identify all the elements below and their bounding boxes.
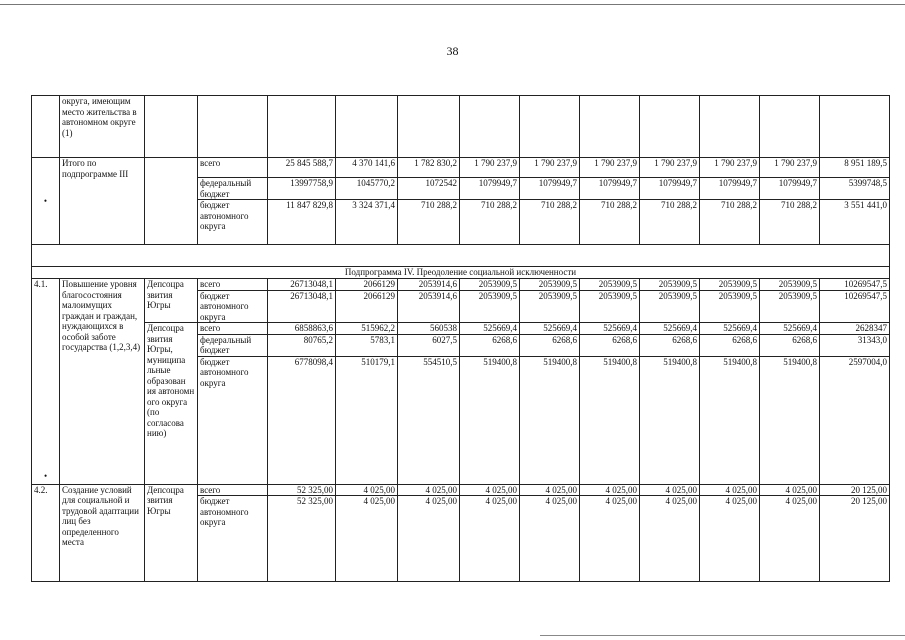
value-cell: 4 025,00: [640, 484, 700, 496]
value-cell: 1 790 237,9: [700, 158, 760, 178]
value-cell: 26713048,1: [268, 290, 336, 323]
value-cell: 710 288,2: [520, 200, 580, 245]
executor-cell: Депсоцра звития Югры: [145, 484, 198, 582]
value-cell: 1 790 237,9: [580, 158, 640, 178]
row-mark: •: [44, 471, 48, 481]
value-cell: 4 025,00: [460, 484, 520, 496]
source-cell: [198, 96, 268, 158]
value-cell: [268, 96, 336, 158]
value-cell: 5783,1: [336, 334, 398, 356]
value-cell: 1 790 237,9: [640, 158, 700, 178]
value-cell: 2066129: [336, 290, 398, 323]
value-cell: 1079949,7: [640, 178, 700, 200]
value-cell: 1 782 830,2: [398, 158, 460, 178]
value-cell: 519400,8: [640, 356, 700, 484]
value-cell: 560538: [398, 323, 460, 335]
value-cell: 4 025,00: [520, 484, 580, 496]
value-cell: [640, 96, 700, 158]
value-cell: 4 025,00: [520, 496, 580, 582]
value-cell: 710 288,2: [700, 200, 760, 245]
item-number: 4.1. •: [32, 279, 60, 485]
measure-name-cell: Повышение уровня благосостояния малоимущих граждан и граждан, нуждающихся в особой заботе государства (1,2,3,4): [60, 279, 145, 485]
value-cell: 1079949,7: [520, 178, 580, 200]
value-cell: 2053914,6: [398, 279, 460, 291]
value-cell: 519400,8: [760, 356, 820, 484]
value-cell: [700, 96, 760, 158]
value-cell: [520, 96, 580, 158]
source-cell: бюджет автономного округа: [198, 200, 268, 245]
value-cell: 525669,4: [580, 323, 640, 335]
value-cell: 26713048,1: [268, 279, 336, 291]
number-cell: [32, 158, 60, 245]
source-cell: бюджет автономного округа: [198, 290, 268, 323]
value-cell: 2053909,5: [700, 290, 760, 323]
source-cell: всего: [198, 323, 268, 335]
value-cell: 519400,8: [580, 356, 640, 484]
value-cell: [336, 96, 398, 158]
value-cell: 20 125,00: [820, 496, 890, 582]
table-row: [32, 267, 890, 279]
value-cell: 4 025,00: [398, 496, 460, 582]
value-cell: 1072542: [398, 178, 460, 200]
executor-cell: Депсоцра звития Югры, муниципа льные образован ия автономн ого округа (по согласова нию): [145, 323, 198, 485]
value-cell: 1079949,7: [460, 178, 520, 200]
value-cell: 4 370 141,6: [336, 158, 398, 178]
value-cell: [398, 96, 460, 158]
value-cell: 31343,0: [820, 334, 890, 356]
value-cell: 3 324 371,4: [336, 200, 398, 245]
table-row: [32, 484, 890, 496]
value-cell: 6268,6: [520, 334, 580, 356]
value-cell: 525669,4: [460, 323, 520, 335]
value-cell: 2066129: [336, 279, 398, 291]
value-cell: 4 025,00: [700, 496, 760, 582]
program-funding-table: [31, 95, 890, 582]
value-cell: 2053909,5: [700, 279, 760, 291]
value-cell: 2053914,6: [398, 290, 460, 323]
value-cell: 1 790 237,9: [760, 158, 820, 178]
item-number: 4.2.: [32, 484, 60, 582]
value-cell: 10269547,5: [820, 290, 890, 323]
value-cell: 6778098,4: [268, 356, 336, 484]
value-cell: 2053909,5: [760, 290, 820, 323]
value-cell: 710 288,2: [640, 200, 700, 245]
value-cell: 554510,5: [398, 356, 460, 484]
top-border-line: [0, 4, 905, 5]
value-cell: 10269547,5: [820, 279, 890, 291]
bottom-border-line: [540, 635, 905, 636]
value-cell: 8 951 189,5: [820, 158, 890, 178]
value-cell: 6268,6: [700, 334, 760, 356]
value-cell: 2053909,5: [460, 290, 520, 323]
page-number: 38: [446, 44, 459, 58]
value-cell: 6268,6: [580, 334, 640, 356]
value-cell: 2053909,5: [520, 279, 580, 291]
executor-cell: [145, 96, 198, 158]
value-cell: 1079949,7: [700, 178, 760, 200]
source-cell: бюджет автономного округа: [198, 496, 268, 582]
value-cell: 710 288,2: [580, 200, 640, 245]
value-cell: 1045770,2: [336, 178, 398, 200]
value-cell: 525669,4: [520, 323, 580, 335]
executor-cell: [145, 158, 198, 245]
value-cell: 25 845 588,7: [268, 158, 336, 178]
value-cell: 4 025,00: [460, 496, 520, 582]
spacer-cell: [32, 245, 890, 267]
value-cell: 5399748,5: [820, 178, 890, 200]
value-cell: 2053909,5: [460, 279, 520, 291]
value-cell: 525669,4: [640, 323, 700, 335]
value-cell: 519400,8: [460, 356, 520, 484]
value-cell: 80765,2: [268, 334, 336, 356]
value-cell: 6858863,6: [268, 323, 336, 335]
value-cell: 1 790 237,9: [520, 158, 580, 178]
value-cell: 13997758,9: [268, 178, 336, 200]
value-cell: 2053909,5: [580, 290, 640, 323]
value-cell: 2597004,0: [820, 356, 890, 484]
value-cell: 6027,5: [398, 334, 460, 356]
value-cell: 52 325,00: [268, 484, 336, 496]
value-cell: 3 551 441,0: [820, 200, 890, 245]
value-cell: 710 288,2: [760, 200, 820, 245]
value-cell: 2628347: [820, 323, 890, 335]
value-cell: 525669,4: [700, 323, 760, 335]
value-cell: 11 847 829,8: [268, 200, 336, 245]
value-cell: 519400,8: [700, 356, 760, 484]
value-cell: 4 025,00: [580, 484, 640, 496]
table-row: [32, 279, 890, 291]
value-cell: 525669,4: [760, 323, 820, 335]
value-cell: [460, 96, 520, 158]
value-cell: 2053909,5: [640, 290, 700, 323]
source-cell: федеральный бюджет: [198, 178, 268, 200]
value-cell: 2053909,5: [640, 279, 700, 291]
value-cell: 515962,2: [336, 323, 398, 335]
value-cell: [820, 96, 890, 158]
measure-name-cell: Создание условий для социальной и трудовой адаптации лиц без определенного места: [60, 484, 145, 582]
value-cell: 2053909,5: [580, 279, 640, 291]
value-cell: 4 025,00: [336, 496, 398, 582]
table-row: [32, 323, 890, 335]
value-cell: 4 025,00: [760, 484, 820, 496]
value-cell: [580, 96, 640, 158]
value-cell: 6268,6: [460, 334, 520, 356]
table-row: [32, 96, 890, 158]
value-cell: 710 288,2: [398, 200, 460, 245]
value-cell: 4 025,00: [398, 484, 460, 496]
value-cell: 1079949,7: [580, 178, 640, 200]
value-cell: 20 125,00: [820, 484, 890, 496]
executor-cell: Депсоцра звития Югры: [145, 279, 198, 323]
measure-name-cell: округа, имеющим место жительства в автономном округе (1): [60, 96, 145, 158]
table-row: [32, 245, 890, 267]
value-cell: 2053909,5: [760, 279, 820, 291]
value-cell: 52 325,00: [268, 496, 336, 582]
source-cell: федеральный бюджет: [198, 334, 268, 356]
table-row: [32, 158, 890, 178]
value-cell: 519400,8: [520, 356, 580, 484]
row-mark: •: [43, 195, 48, 206]
value-cell: 4 025,00: [640, 496, 700, 582]
value-cell: [760, 96, 820, 158]
value-cell: 6268,6: [760, 334, 820, 356]
value-cell: 710 288,2: [460, 200, 520, 245]
source-cell: бюджет автономного округа: [198, 356, 268, 484]
value-cell: 4 025,00: [700, 484, 760, 496]
source-cell: всего: [198, 279, 268, 291]
value-cell: 4 025,00: [760, 496, 820, 582]
value-cell: 1079949,7: [760, 178, 820, 200]
value-cell: 4 025,00: [336, 484, 398, 496]
value-cell: 2053909,5: [520, 290, 580, 323]
value-cell: 4 025,00: [580, 496, 640, 582]
total-label-cell: Итого по подпрограмме III: [60, 158, 145, 245]
source-cell: всего: [198, 158, 268, 178]
source-cell: всего: [198, 484, 268, 496]
subprogram-title: Подпрограмма IV. Преодоление социальной исключенности: [32, 267, 890, 279]
number-cell: [32, 96, 60, 158]
value-cell: 510179,1: [336, 356, 398, 484]
value-cell: 1 790 237,9: [460, 158, 520, 178]
value-cell: 6268,6: [640, 334, 700, 356]
